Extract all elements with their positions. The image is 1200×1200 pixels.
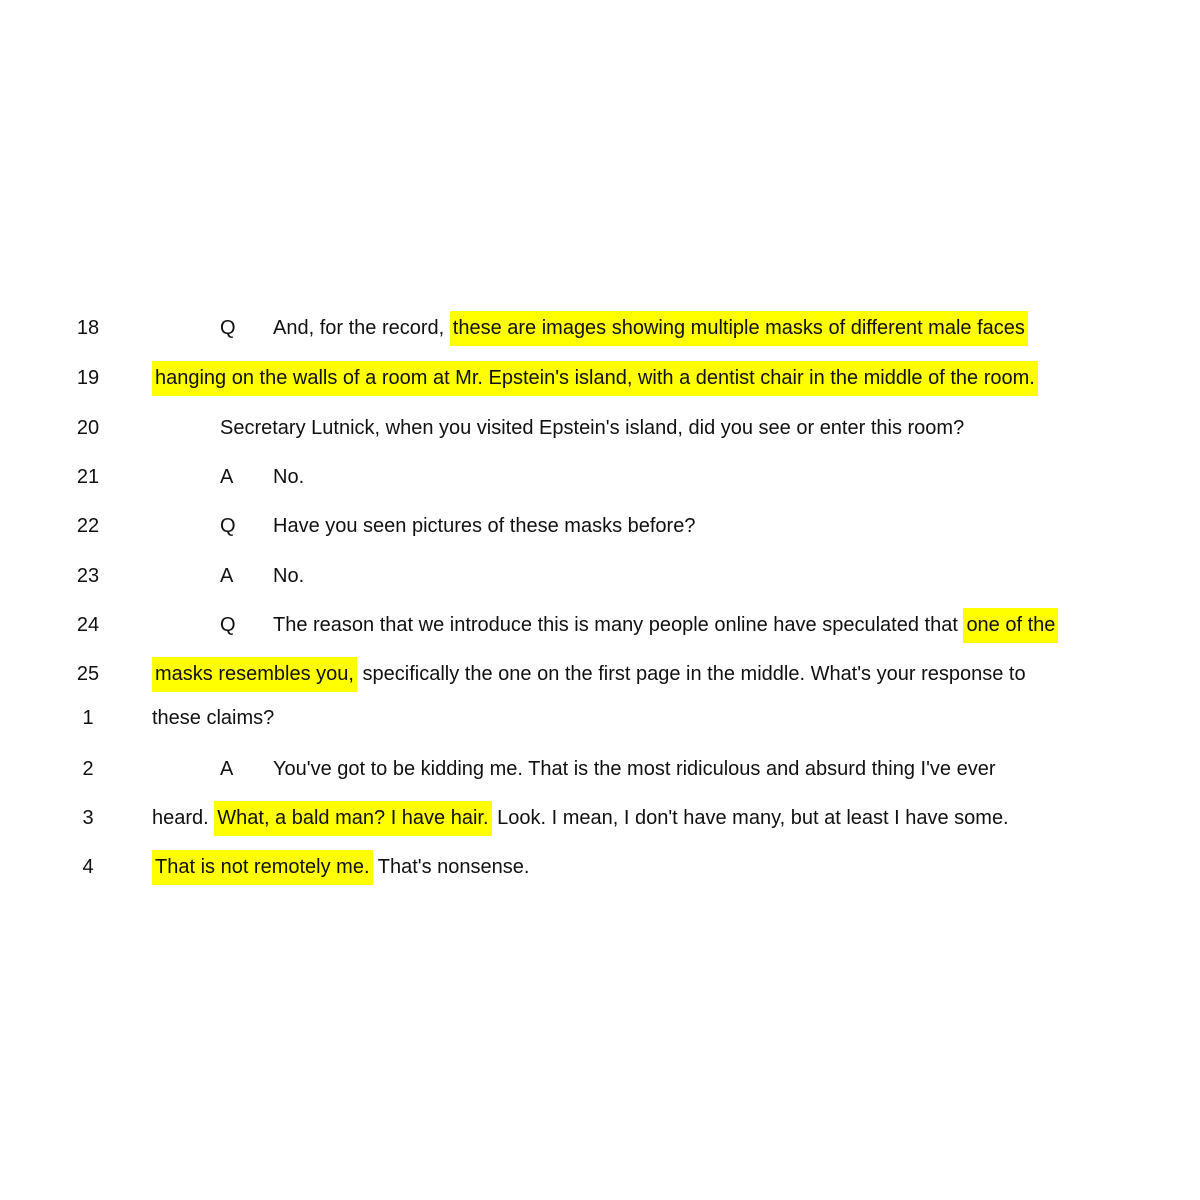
line-number: 1 [82,707,94,729]
speaker-label: A [220,758,234,780]
line-number: 24 [76,614,100,636]
transcript-line [0,605,1200,645]
line-text [152,358,1038,398]
text-segment: these claims? [152,707,275,729]
transcript-line [0,506,1200,546]
line-text [152,847,529,887]
text-segment: You've got to be kidding me. That is the most ridiculous and absurd thing I've ever [273,758,996,780]
line-number: 20 [76,417,100,439]
text-segment: And, for the record, [273,317,450,339]
line-text [273,506,695,546]
line-text [152,698,274,738]
line-text [273,308,1028,348]
speaker-label: A [220,565,234,587]
transcript-line [0,358,1200,398]
speaker-label: Q [220,515,236,537]
text-segment: Secretary Lutnick, when you visited Epstein's island, did you see or enter this room? [220,417,965,439]
line-number: 19 [76,367,100,389]
highlighted-text: hanging on the walls of a room at Mr. Epstein's island, with a dentist chair in the middle of the room. [152,361,1038,396]
line-number: 4 [82,856,94,878]
highlighted-text: one of the [963,608,1058,643]
text-segment: heard. [152,807,215,829]
highlighted-text: That is not remotely me. [152,850,373,885]
speaker-label: Q [220,317,236,339]
line-number: 22 [76,515,100,537]
line-text [152,798,1009,838]
line-text [273,749,996,789]
line-number: 21 [76,466,100,488]
line-text [273,605,1058,645]
text-segment: Look. I mean, I don't have many, but at least I have some. [491,807,1009,829]
line-number: 23 [76,565,100,587]
highlighted-text: What, a bald man? I have hair. [214,801,491,836]
highlighted-text: these are images showing multiple masks of different male faces [450,311,1028,346]
transcript-line [0,798,1200,838]
transcript-line [0,847,1200,887]
text-segment: No. [273,466,305,488]
line-text [220,408,964,448]
transcript-line [0,308,1200,348]
text-segment: The reason that we introduce this is many people online have speculated that [273,614,964,636]
transcript-line [0,654,1200,694]
line-number: 18 [76,317,100,339]
line-text [152,654,1026,694]
transcript-line [0,698,1200,738]
line-number: 3 [82,807,94,829]
text-segment: That's nonsense. [372,856,530,878]
transcript-line [0,408,1200,448]
text-segment: Have you seen pictures of these masks before? [273,515,696,537]
line-number: 2 [82,758,94,780]
text-segment: No. [273,565,305,587]
transcript-line [0,457,1200,497]
text-segment: specifically the one on the first page in the middle. What's your response to [356,663,1026,685]
line-text [273,556,304,596]
line-text [273,457,304,497]
transcript-line [0,556,1200,596]
highlighted-text: masks resembles you, [152,657,357,692]
transcript-line [0,749,1200,789]
line-number: 25 [76,663,100,685]
speaker-label: A [220,466,234,488]
speaker-label: Q [220,614,236,636]
